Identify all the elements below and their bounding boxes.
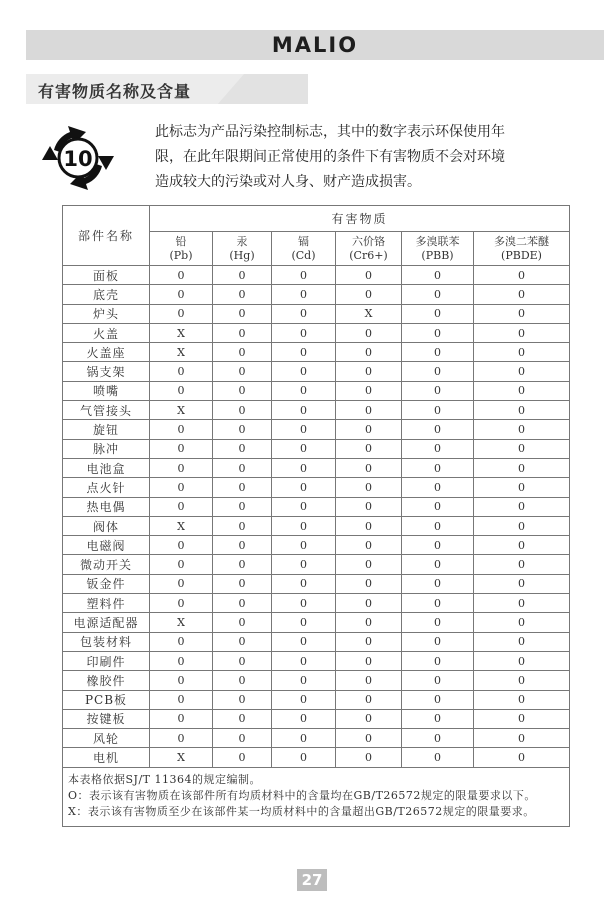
substance-value-cell: 0 [336,362,402,381]
part-name-cell: 微动开关 [63,555,150,574]
table-row [63,574,570,593]
substance-value-cell: 0 [474,266,570,285]
table-row [63,343,570,362]
intro-line: 限，在此年限期间正常使用的条件下有害物质不会对环境 [155,149,505,165]
substance-value-cell: 0 [336,401,402,420]
substance-value-cell: 0 [402,478,474,497]
substance-value-cell: 0 [150,304,213,323]
substance-value-cell: 0 [150,458,213,477]
substance-value-cell: 0 [150,574,213,593]
part-name-cell: 火盖 [63,323,150,342]
table-row [63,690,570,709]
substance-value-cell: 0 [336,632,402,651]
substance-value-cell: 0 [402,516,474,535]
substance-value-cell: 0 [213,478,272,497]
substance-value-cell: 0 [474,478,570,497]
header-bar [26,30,604,60]
part-name-cell: 点火针 [63,478,150,497]
table-row [63,709,570,728]
table-row [63,478,570,497]
table-notes [63,767,570,826]
table-row [63,555,570,574]
substance-value-cell: 0 [402,651,474,670]
substance-value-cell: 0 [336,748,402,767]
substance-value-cell: 0 [402,458,474,477]
substance-value-cell: 0 [474,536,570,555]
substance-value-cell: 0 [474,574,570,593]
substance-value-cell: 0 [272,651,336,670]
substance-header [213,232,272,266]
substance-value-cell: 0 [272,594,336,613]
substance-value-cell: 0 [272,420,336,439]
substance-value-cell: 0 [336,613,402,632]
substance-value-cell: X [150,613,213,632]
table-row [63,594,570,613]
substance-value-cell: 0 [402,613,474,632]
part-name-cell: 电源适配器 [63,613,150,632]
substance-value-cell: 0 [150,497,213,516]
part-name-header: 部件名称 [63,206,150,266]
substance-value-cell: 0 [336,458,402,477]
table-row [63,497,570,516]
substance-name: 汞 [236,234,248,248]
substance-value-cell: 0 [474,651,570,670]
substance-value-cell: 0 [272,381,336,400]
substance-value-cell: 0 [474,690,570,709]
substance-value-cell: 0 [474,516,570,535]
table-row [63,266,570,285]
brand-logo: MALIO [271,33,359,57]
substance-value-cell: 0 [336,574,402,593]
part-name-cell: 印刷件 [63,651,150,670]
substance-value-cell: 0 [402,420,474,439]
substance-header [474,232,570,266]
substance-value-cell: 0 [213,709,272,728]
substance-value-cell: 0 [272,690,336,709]
substance-value-cell: 0 [150,555,213,574]
substance-value-cell: 0 [213,362,272,381]
substance-value-cell: 0 [402,690,474,709]
substance-value-cell: 0 [150,362,213,381]
substance-value-cell: 0 [213,401,272,420]
epup-icon [40,120,116,196]
substance-value-cell: 0 [150,671,213,690]
substance-value-cell: X [150,748,213,767]
substance-value-cell: 0 [474,613,570,632]
substance-group-header: 有害物质 [150,206,570,232]
table-row [63,401,570,420]
substance-value-cell: 0 [213,594,272,613]
substance-value-cell: 0 [272,729,336,748]
substance-symbol: (Cd) [291,248,316,262]
substance-value-cell: 0 [213,323,272,342]
substance-value-cell: 0 [336,343,402,362]
part-name-cell: 钣金件 [63,574,150,593]
part-name-cell: 按键板 [63,709,150,728]
substance-value-cell: 0 [402,574,474,593]
intro-text [155,120,575,195]
substance-value-cell: 0 [272,343,336,362]
substance-value-cell: 0 [474,285,570,304]
substance-value-cell: 0 [213,690,272,709]
part-name-cell: 旋钮 [63,420,150,439]
substance-value-cell: 0 [213,266,272,285]
substance-value-cell: 0 [213,671,272,690]
substance-header [150,232,213,266]
table-row [63,285,570,304]
substance-value-cell: 0 [402,343,474,362]
substance-header [272,232,336,266]
substance-symbol: (Hg) [229,248,255,262]
substance-value-cell: 0 [402,555,474,574]
substance-value-cell: 0 [272,497,336,516]
substance-value-cell: 0 [150,536,213,555]
substance-value-cell: 0 [213,497,272,516]
substance-value-cell: 0 [474,729,570,748]
substance-value-cell: 0 [474,323,570,342]
epup-number: 10 [63,147,93,171]
substance-value-cell: 0 [474,748,570,767]
substance-value-cell: 0 [336,497,402,516]
substance-value-cell: 0 [474,362,570,381]
substance-value-cell: 0 [402,536,474,555]
substance-value-cell: 0 [402,632,474,651]
substance-value-cell: 0 [336,651,402,670]
substance-value-cell: 0 [213,420,272,439]
table-row [63,323,570,342]
substance-name: 铅 [175,234,187,248]
substance-value-cell: 0 [402,729,474,748]
part-name-cell: 电磁阀 [63,536,150,555]
part-name-cell: 塑料件 [63,594,150,613]
substance-value-cell: 0 [272,632,336,651]
note-line: 本表格依据SJ/T 11364的规定编制。 [68,772,261,786]
table-row [63,458,570,477]
substance-value-cell: 0 [402,497,474,516]
table-row [63,536,570,555]
substance-value-cell: 0 [272,536,336,555]
substance-value-cell: 0 [213,536,272,555]
substance-value-cell: 0 [402,439,474,458]
substance-value-cell: 0 [336,555,402,574]
table-row [63,362,570,381]
table-body [63,266,570,768]
substance-value-cell: 0 [474,555,570,574]
section-title: 有害物质名称及含量 [38,82,192,101]
substance-header [402,232,474,266]
substance-value-cell: 0 [474,304,570,323]
substance-value-cell: 0 [474,458,570,477]
part-name-cell: 炉头 [63,304,150,323]
note-line: O：表示该有害物质在该部件所有均质材料中的含量均在GB/T26572规定的限量要求以下。 [68,788,536,802]
part-name-cell: 锅支架 [63,362,150,381]
substance-value-cell: 0 [474,497,570,516]
substance-value-cell: 0 [272,574,336,593]
part-name-cell: 电池盒 [63,458,150,477]
substance-value-cell: 0 [150,709,213,728]
table-row [63,304,570,323]
substance-value-cell: 0 [402,362,474,381]
hazardous-substances-table [62,205,570,827]
substance-name: 六价铬 [352,234,385,248]
substance-value-cell: 0 [150,632,213,651]
intro-line: 此标志为产品污染控制标志，其中的数字表示环保使用年 [155,124,505,140]
substance-value-cell: 0 [272,266,336,285]
substance-value-cell: 0 [336,536,402,555]
substance-header [336,232,402,266]
substance-value-cell: 0 [272,613,336,632]
substance-name: 多溴二苯醚 [494,234,549,248]
substance-value-cell: X [150,516,213,535]
substance-value-cell: 0 [272,439,336,458]
substance-value-cell: 0 [272,285,336,304]
substance-value-cell: 0 [272,671,336,690]
note-line: X：表示该有害物质至少在该部件某一均质材料中的含量超出GB/T26572规定的限量要求。 [68,804,535,818]
substance-value-cell: 0 [150,285,213,304]
table-row [63,671,570,690]
substance-value-cell: 0 [402,323,474,342]
substance-value-cell: 0 [336,420,402,439]
part-name-cell: 面板 [63,266,150,285]
substance-value-cell: 0 [150,651,213,670]
substance-value-cell: 0 [402,748,474,767]
substance-value-cell: 0 [474,671,570,690]
substance-value-cell: X [336,304,402,323]
substance-value-cell: 0 [402,381,474,400]
substance-value-cell: 0 [213,516,272,535]
substance-value-cell: 0 [402,671,474,690]
substance-symbol: (Cr6+) [349,248,388,262]
substance-value-cell: 0 [213,381,272,400]
substance-symbol: (Pb) [169,248,193,262]
substance-value-cell: 0 [336,671,402,690]
table-row [63,748,570,767]
substance-value-cell: 0 [272,478,336,497]
substance-value-cell: 0 [474,343,570,362]
substance-value-cell: 0 [213,613,272,632]
page-number: 27 [297,869,327,891]
part-name-cell: 风轮 [63,729,150,748]
substance-value-cell: 0 [474,594,570,613]
substance-value-cell: 0 [336,729,402,748]
substance-value-cell: 0 [336,323,402,342]
substance-value-cell: 0 [336,381,402,400]
substance-value-cell: 0 [272,304,336,323]
substance-value-cell: 0 [336,690,402,709]
substance-value-cell: 0 [213,304,272,323]
substance-name: 镉 [298,234,309,248]
substance-value-cell: X [150,323,213,342]
substance-value-cell: 0 [474,709,570,728]
substance-value-cell: 0 [150,381,213,400]
table-row [63,632,570,651]
substance-value-cell: 0 [402,594,474,613]
substance-value-cell: 0 [402,266,474,285]
substance-value-cell: 0 [272,362,336,381]
part-name-cell: 火盖座 [63,343,150,362]
substance-value-cell: 0 [402,285,474,304]
table-row [63,381,570,400]
table-row [63,729,570,748]
substance-value-cell: 0 [336,266,402,285]
substance-value-cell: 0 [150,729,213,748]
table-row [63,516,570,535]
substance-value-cell: 0 [336,594,402,613]
substance-value-cell: 0 [402,304,474,323]
substance-value-cell: 0 [474,381,570,400]
substance-value-cell: 0 [336,285,402,304]
substance-value-cell: X [150,401,213,420]
substance-value-cell: 0 [150,478,213,497]
substance-value-cell: 0 [336,516,402,535]
substance-value-cell: 0 [150,690,213,709]
table-row [63,613,570,632]
part-name-cell: 橡胶件 [63,671,150,690]
substance-value-cell: 0 [402,401,474,420]
substance-value-cell: 0 [213,285,272,304]
substance-value-cell: X [150,343,213,362]
substance-value-cell: 0 [272,401,336,420]
substance-value-cell: 0 [474,439,570,458]
part-name-cell: 包装材料 [63,632,150,651]
substance-symbol: (PBDE) [501,248,542,262]
substance-value-cell: 0 [272,709,336,728]
substance-value-cell: 0 [272,458,336,477]
substance-name: 多溴联苯 [415,234,460,248]
substance-value-cell: 0 [213,343,272,362]
substance-value-cell: 0 [272,748,336,767]
intro-line: 造成较大的污染或对人身、财产造成损害。 [155,174,421,190]
substance-value-cell: 0 [336,478,402,497]
substance-value-cell: 0 [213,574,272,593]
substance-value-cell: 0 [213,439,272,458]
table-row [63,439,570,458]
part-name-cell: 底壳 [63,285,150,304]
table-row [63,651,570,670]
substance-value-cell: 0 [336,709,402,728]
substance-symbol: (PBB) [421,248,454,262]
substance-value-cell: 0 [402,709,474,728]
substance-value-cell: 0 [213,458,272,477]
substance-value-cell: 0 [213,632,272,651]
substance-value-cell: 0 [150,439,213,458]
substance-value-cell: 0 [150,266,213,285]
substance-value-cell: 0 [272,555,336,574]
substance-value-cell: 0 [213,748,272,767]
part-name-cell: 气管接头 [63,401,150,420]
part-name-cell: 电机 [63,748,150,767]
part-name-cell: 脉冲 [63,439,150,458]
part-name-cell: PCB板 [63,690,150,709]
substance-value-cell: 0 [272,516,336,535]
substance-value-cell: 0 [150,594,213,613]
substance-value-cell: 0 [474,420,570,439]
substance-value-cell: 0 [474,632,570,651]
substance-value-cell: 0 [213,729,272,748]
substance-value-cell: 0 [213,651,272,670]
part-name-cell: 阀体 [63,516,150,535]
substance-value-cell: 0 [150,420,213,439]
substance-value-cell: 0 [474,401,570,420]
substance-value-cell: 0 [272,323,336,342]
substance-value-cell: 0 [213,555,272,574]
part-name-cell: 喷嘴 [63,381,150,400]
part-name-cell: 热电偶 [63,497,150,516]
substance-value-cell: 0 [336,439,402,458]
table-row [63,420,570,439]
